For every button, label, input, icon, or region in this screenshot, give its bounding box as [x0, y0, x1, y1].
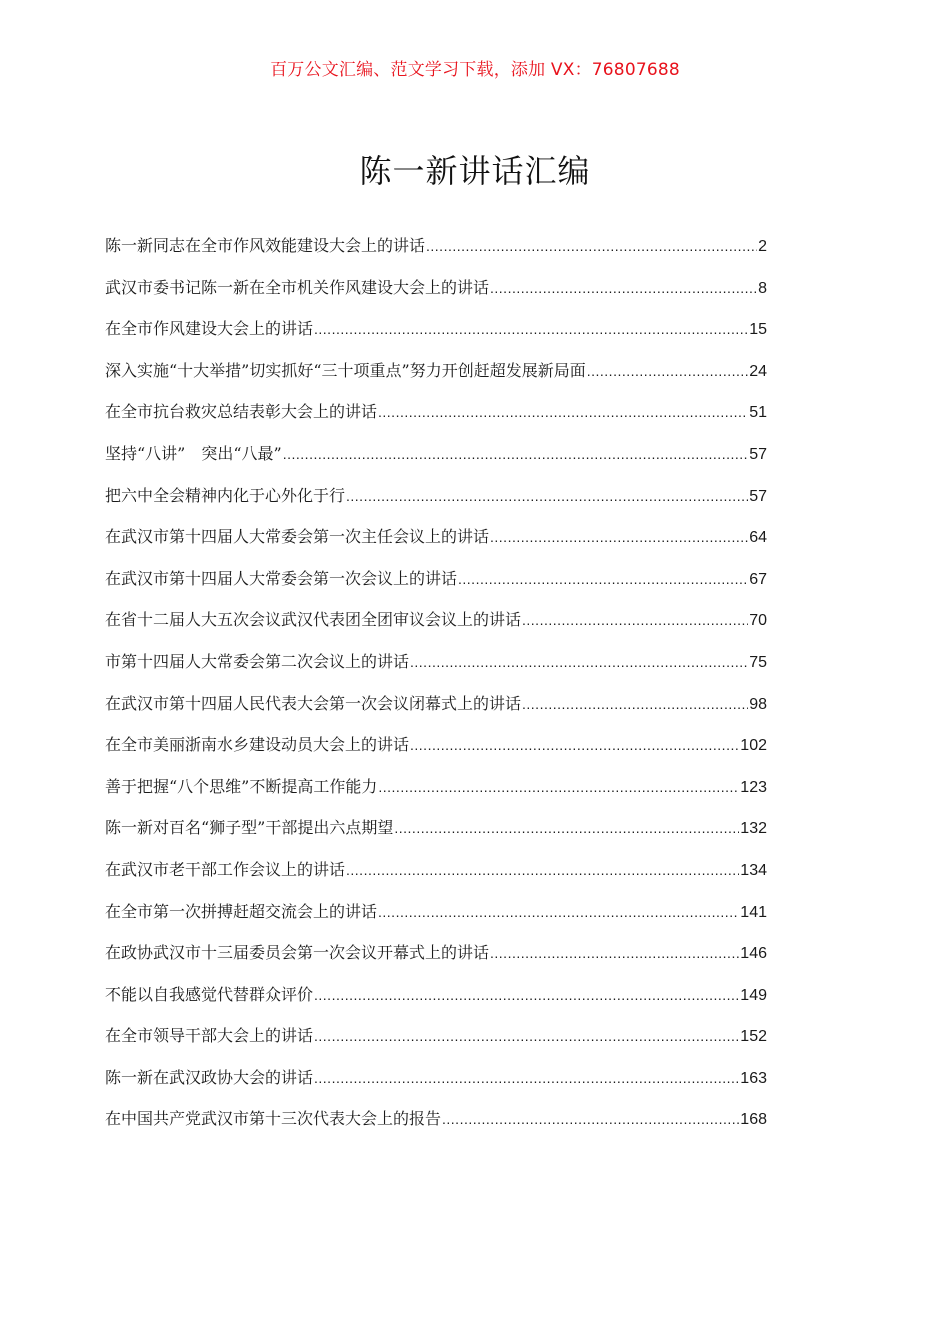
toc-page-number: 64 — [749, 529, 767, 547]
toc-dot-leader — [410, 731, 739, 759]
toc-dot-leader — [378, 773, 739, 801]
toc-dot-leader — [522, 606, 748, 634]
toc-page-number: 123 — [740, 778, 767, 796]
toc-dot-leader — [426, 232, 757, 260]
toc-page-number: 152 — [740, 1028, 767, 1046]
toc-page-number: 70 — [749, 612, 767, 630]
toc-entry-title: 在武汉市老干部工作会议上的讲话 — [105, 859, 346, 879]
toc-entry-title: 坚持“八讲” 突出“八最” — [105, 443, 282, 463]
toc-entry[interactable] — [105, 440, 767, 482]
toc-page-number: 2 — [758, 238, 767, 255]
toc-dot-leader — [490, 274, 757, 302]
toc-dot-leader — [314, 315, 748, 343]
toc-entry-title: 武汉市委书记陈一新在全市机关作风建设大会上的讲话 — [105, 277, 490, 297]
toc-page-number: 67 — [749, 570, 767, 588]
toc-entry-title: 在中国共产党武汉市第十三次代表大会上的报告 — [105, 1109, 442, 1129]
toc-dot-leader — [458, 565, 748, 593]
toc-page-number: 168 — [740, 1111, 767, 1129]
toc-page-number: 57 — [749, 445, 767, 463]
toc-entry[interactable] — [105, 856, 767, 898]
toc-dot-leader — [314, 981, 739, 1009]
promo-banner: 百万公文汇编、范文学习下载，添加 VX：76807688 — [270, 60, 680, 80]
toc-dot-leader — [490, 939, 739, 967]
toc-entry-title: 深入实施“十大举措”切实抓好“三十项重点”努力开创赶超发展新局面 — [105, 360, 586, 380]
toc-entry[interactable] — [105, 1105, 767, 1147]
toc-entry[interactable] — [105, 731, 767, 773]
table-of-contents — [105, 232, 767, 1147]
toc-entry[interactable] — [105, 690, 767, 732]
toc-dot-leader — [283, 440, 748, 468]
toc-entry[interactable] — [105, 357, 767, 399]
toc-entry-title: 在全市抗台救灾总结表彰大会上的讲话 — [105, 402, 378, 422]
toc-dot-leader — [410, 648, 748, 676]
toc-entry[interactable] — [105, 648, 767, 690]
toc-page-number: 51 — [749, 404, 767, 422]
toc-entry-title: 陈一新同志在全市作风效能建设大会上的讲话 — [105, 236, 426, 255]
toc-page-number: 15 — [749, 321, 767, 339]
toc-dot-leader — [346, 856, 739, 884]
toc-entry[interactable] — [105, 814, 767, 856]
toc-dot-leader — [378, 898, 739, 926]
toc-entry-title: 在武汉市第十四届人大常委会第一次主任会议上的讲话 — [105, 527, 490, 547]
toc-entry-title: 善于把握“八个思维”不断提高工作能力 — [105, 776, 378, 796]
toc-entry[interactable] — [105, 482, 767, 524]
toc-entry-title: 在政协武汉市十三届委员会第一次会议开幕式上的讲话 — [105, 943, 490, 963]
toc-entry[interactable] — [105, 606, 767, 648]
toc-entry[interactable] — [105, 1064, 767, 1106]
toc-dot-leader — [442, 1105, 739, 1133]
toc-page-number: 57 — [749, 487, 767, 505]
toc-page-number: 102 — [740, 737, 767, 755]
toc-entry-title: 陈一新在武汉政协大会的讲话 — [105, 1067, 314, 1087]
toc-entry[interactable] — [105, 232, 767, 274]
toc-entry[interactable] — [105, 898, 767, 940]
toc-entry-title: 在全市美丽浙南水乡建设动员大会上的讲话 — [105, 735, 410, 755]
toc-page-number: 75 — [749, 653, 767, 671]
toc-entry-title: 把六中全会精神内化于心外化于行 — [105, 485, 346, 505]
toc-dot-leader — [394, 814, 739, 842]
toc-entry[interactable] — [105, 773, 767, 815]
toc-entry[interactable] — [105, 565, 767, 607]
toc-page-number: 146 — [740, 945, 767, 963]
toc-dot-leader — [378, 398, 748, 426]
toc-entry-title: 不能以自我感觉代替群众评价 — [105, 984, 314, 1004]
toc-entry-title: 在武汉市第十四届人大常委会第一次会议上的讲话 — [105, 568, 458, 588]
toc-entry[interactable] — [105, 981, 767, 1023]
toc-entry-title: 在全市领导干部大会上的讲话 — [105, 1026, 314, 1046]
toc-dot-leader — [314, 1022, 739, 1050]
toc-entry-title: 陈一新对百名“狮子型”干部提出六点期望 — [105, 818, 394, 838]
toc-page-number: 163 — [740, 1069, 767, 1087]
toc-page-number: 8 — [758, 279, 767, 297]
toc-page-number: 98 — [749, 695, 767, 713]
document-title: 陈一新讲话汇编 — [359, 152, 591, 190]
toc-entry[interactable] — [105, 939, 767, 981]
toc-entry[interactable] — [105, 274, 767, 316]
toc-dot-leader — [346, 482, 748, 510]
toc-entry[interactable] — [105, 523, 767, 565]
toc-entry-title: 在全市作风建设大会上的讲话 — [105, 319, 314, 339]
toc-entry[interactable] — [105, 398, 767, 440]
toc-page-number: 134 — [740, 861, 767, 879]
toc-dot-leader — [587, 357, 748, 385]
toc-page-number: 132 — [740, 820, 767, 838]
toc-entry-title: 在全市第一次拼搏赶超交流会上的讲话 — [105, 901, 378, 921]
toc-entry-title: 市第十四届人大常委会第二次会议上的讲话 — [105, 651, 410, 671]
toc-entry-title: 在武汉市第十四届人民代表大会第一次会议闭幕式上的讲话 — [105, 693, 522, 713]
toc-page-number: 141 — [740, 903, 767, 921]
toc-dot-leader — [490, 523, 748, 551]
toc-entry[interactable] — [105, 315, 767, 357]
toc-dot-leader — [314, 1064, 739, 1092]
toc-page-number: 24 — [749, 362, 767, 380]
toc-dot-leader — [522, 690, 748, 718]
toc-page-number: 149 — [740, 986, 767, 1004]
toc-entry[interactable] — [105, 1022, 767, 1064]
toc-entry-title: 在省十二届人大五次会议武汉代表团全团审议会议上的讲话 — [105, 610, 522, 630]
